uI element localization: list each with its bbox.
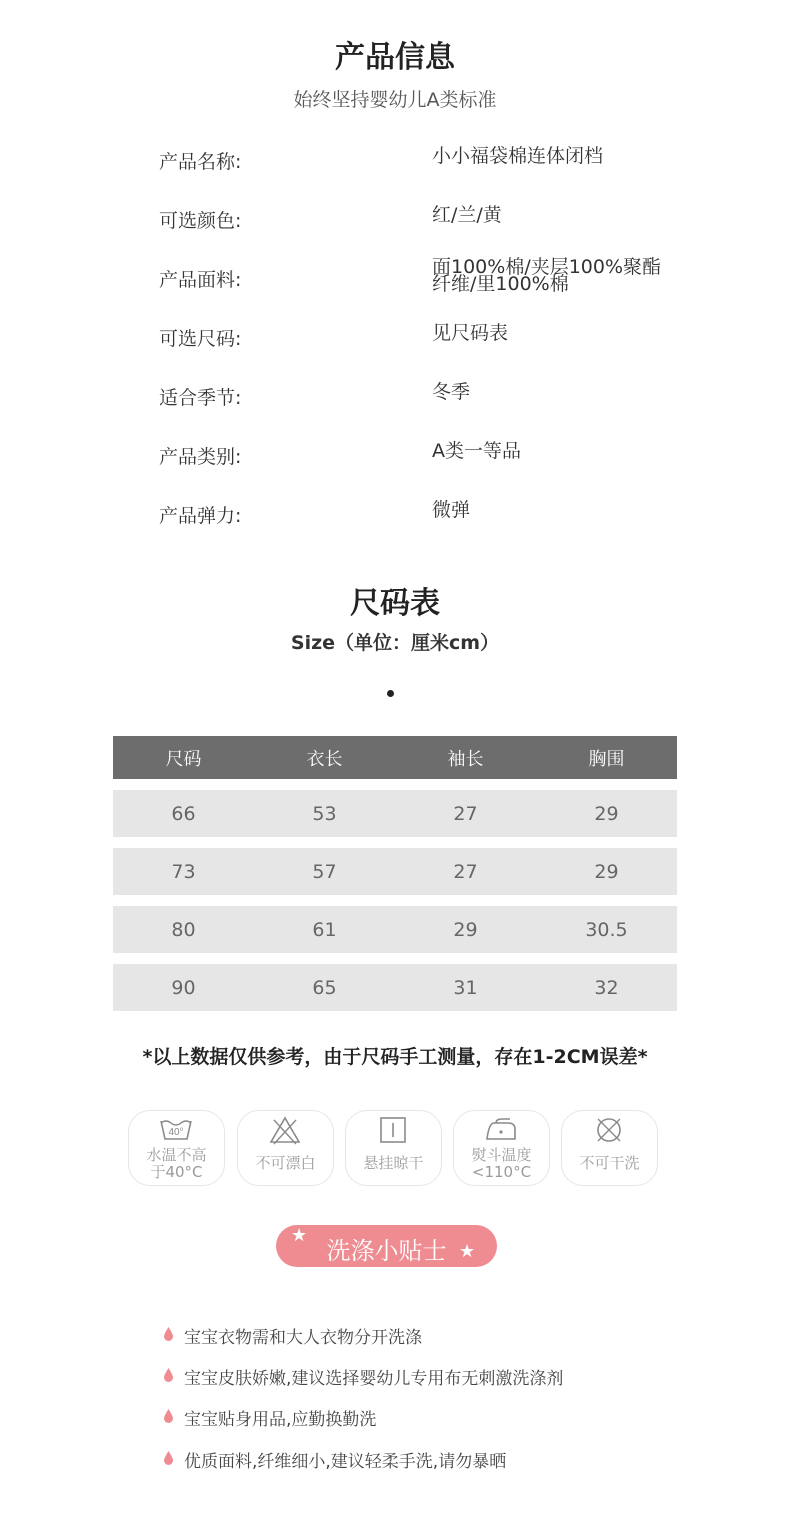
dot-divider bbox=[387, 690, 394, 697]
table-cell: 66 bbox=[171, 802, 196, 825]
size-chart-note: *以上数据仅供参考，由于尺码手工测量，存在1-2CM误差* bbox=[142, 1046, 648, 1068]
table-cell: 30.5 bbox=[585, 918, 628, 941]
table-cell: 29 bbox=[594, 802, 619, 825]
table-row bbox=[113, 964, 677, 1011]
product-info-subtitle: 始终坚持婴幼儿A类标准 bbox=[293, 89, 497, 111]
info-value: 红/兰/黄 bbox=[432, 204, 502, 226]
iron-icon bbox=[484, 1115, 518, 1145]
table-cell: 27 bbox=[453, 802, 478, 825]
header-cell: 尺码 bbox=[165, 748, 202, 770]
care-item-no-bleach bbox=[237, 1110, 334, 1186]
info-label: 产品弹力: bbox=[159, 505, 242, 527]
size-chart-title: 尺码表 bbox=[350, 586, 440, 621]
table-cell: 73 bbox=[171, 860, 196, 883]
table-cell: 90 bbox=[171, 976, 196, 999]
no-bleach-icon bbox=[268, 1115, 302, 1145]
table-cell: 29 bbox=[594, 860, 619, 883]
info-value: 微弹 bbox=[432, 499, 471, 521]
care-instructions bbox=[128, 1110, 663, 1186]
svg-text:40°: 40° bbox=[168, 1127, 184, 1138]
table-cell: 29 bbox=[453, 918, 478, 941]
tip-text: 优质面料,纤维细小,建议轻柔手洗,请勿暴晒 bbox=[184, 1452, 507, 1472]
care-label-line: 水温不高 bbox=[146, 1146, 207, 1164]
size-table bbox=[113, 736, 677, 1011]
tips-badge bbox=[276, 1225, 497, 1267]
info-value: 冬季 bbox=[432, 381, 471, 403]
info-label: 可选颜色: bbox=[159, 210, 242, 232]
table-row bbox=[113, 906, 677, 953]
table-cell: 57 bbox=[312, 860, 337, 883]
star-icon: ★ bbox=[291, 1225, 308, 1246]
info-value: A类一等品 bbox=[432, 440, 521, 462]
table-cell: 27 bbox=[453, 860, 478, 883]
product-info-title: 产品信息 bbox=[335, 40, 455, 75]
table-cell: 31 bbox=[453, 976, 478, 999]
care-label bbox=[129, 1147, 224, 1181]
care-label: 悬挂晾干 bbox=[363, 1154, 424, 1172]
info-label: 产品类别: bbox=[159, 446, 242, 468]
care-item-hang-dry bbox=[345, 1110, 442, 1186]
info-value-line: 纤维/里100%棉 bbox=[432, 273, 569, 295]
care-label-line: 于40°C bbox=[150, 1163, 203, 1181]
info-label: 适合季节: bbox=[159, 387, 242, 409]
info-value: 见尺码表 bbox=[432, 322, 509, 344]
care-label-line: 熨斗温度 bbox=[471, 1146, 532, 1164]
star-icon: ★ bbox=[459, 1241, 476, 1262]
tip-text: 宝宝贴身用品,应勤换勤洗 bbox=[184, 1410, 377, 1430]
info-label: 产品面料: bbox=[159, 269, 242, 291]
drop-icon bbox=[164, 1451, 173, 1465]
info-value-line: 面100%棉/夹层100%聚酯 bbox=[432, 256, 662, 278]
care-item-no-dry-clean bbox=[561, 1110, 658, 1186]
care-label: 不可漂白 bbox=[255, 1154, 316, 1172]
no-dry-clean-icon bbox=[592, 1115, 626, 1145]
info-value bbox=[432, 258, 702, 294]
drop-icon bbox=[164, 1368, 173, 1382]
info-value: 小小福袋棉连体闭档 bbox=[432, 145, 604, 167]
care-item-wash bbox=[128, 1110, 225, 1186]
header-cell: 胸围 bbox=[588, 748, 625, 770]
table-header bbox=[113, 736, 677, 779]
table-row bbox=[113, 848, 677, 895]
drop-icon bbox=[164, 1409, 173, 1423]
table-row bbox=[113, 790, 677, 837]
tips-title: 洗涤小贴士 bbox=[326, 1237, 447, 1265]
table-cell: 80 bbox=[171, 918, 196, 941]
table-cell: 53 bbox=[312, 802, 337, 825]
care-label-line: <110°C bbox=[471, 1163, 532, 1181]
care-label: 不可干洗 bbox=[579, 1154, 640, 1172]
hang-dry-icon bbox=[376, 1115, 410, 1145]
header-cell: 袖长 bbox=[447, 748, 484, 770]
table-cell: 61 bbox=[312, 918, 337, 941]
care-label bbox=[454, 1147, 549, 1181]
info-label: 可选尺码: bbox=[159, 328, 242, 350]
tip-text: 宝宝衣物需和大人衣物分开洗涤 bbox=[184, 1328, 422, 1348]
care-item-iron bbox=[453, 1110, 550, 1186]
info-label: 产品名称: bbox=[159, 151, 242, 173]
wash-40-icon bbox=[159, 1115, 193, 1145]
drop-icon bbox=[164, 1327, 173, 1341]
table-cell: 65 bbox=[312, 976, 337, 999]
table-cell: 32 bbox=[594, 976, 619, 999]
tip-text: 宝宝皮肤娇嫩,建议选择婴幼儿专用布无刺激洗涤剂 bbox=[184, 1369, 564, 1389]
size-chart-subtitle: Size（单位：厘米cm） bbox=[290, 632, 500, 654]
header-cell: 衣长 bbox=[306, 748, 343, 770]
